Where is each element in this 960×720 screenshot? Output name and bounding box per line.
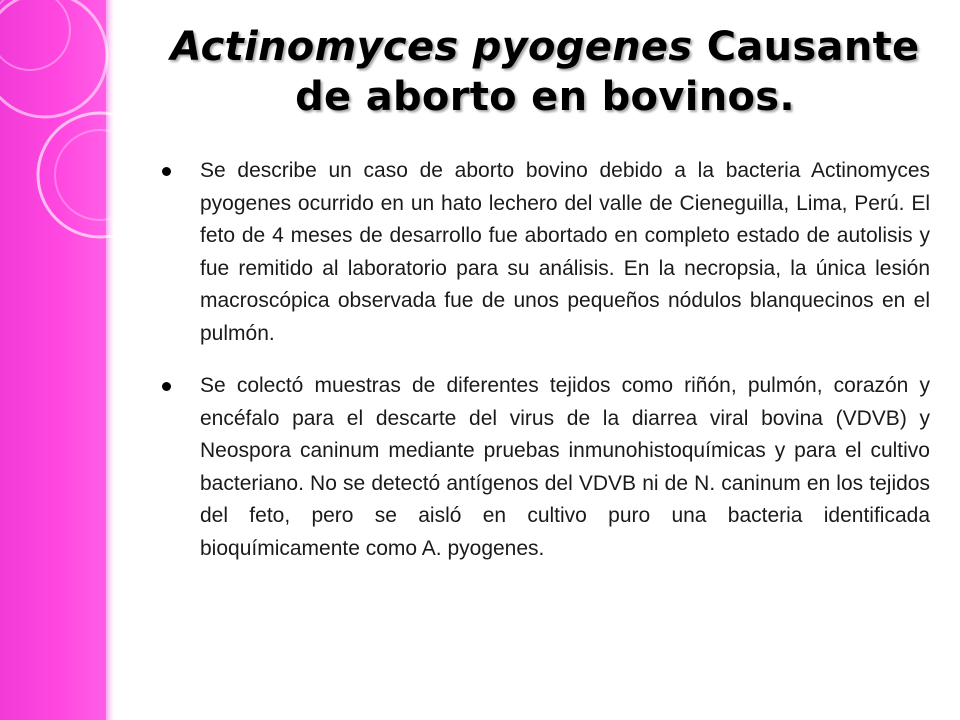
bullet-list bbox=[160, 155, 930, 585]
deco-circle-large bbox=[0, 0, 107, 117]
bullet-item-2 bbox=[160, 370, 930, 565]
slide-title bbox=[150, 22, 940, 122]
deco-circle-inner bbox=[55, 130, 145, 220]
title-organism: Actinomyces pyogenes bbox=[170, 24, 693, 70]
title-rest: Causante de aborto en bovinos. bbox=[295, 24, 920, 120]
bullet-dot-icon bbox=[162, 167, 171, 176]
bullet-item-1 bbox=[160, 155, 930, 350]
deco-circle-small bbox=[0, 0, 70, 70]
deco-circle-mid bbox=[38, 113, 162, 237]
bullet-text-1: Se describe un caso de aborto bovino debido a la bacteria Actinomyces pyogenes ocurrido en un hato lechero del valle de Cieneguilla, Lima, Perú. El feto de 4 meses de desarrollo fue abortado en completo estado de autolisis y fue remitido al laboratorio para su análisis. En la necropsia, la única lesión macroscópica observada fue de unos pequeños nódulos blanquecinos en el pulmón. bbox=[200, 159, 930, 345]
bullet-dot-icon bbox=[162, 382, 171, 391]
bullet-text-2: Se colectó muestras de diferentes tejidos como riñón, pulmón, corazón y encéfalo para el descarte del virus de la diarrea viral bovina (VDVB) y Neospora caninum mediante pruebas inmunohistoquímicas y para el cultivo bacteriano. No se detectó antígenos del VDVB ni de N. caninum en los tejidos del feto, pero se aisló en cultivo puro una bacteria identificada bioquímicamente como A. pyogenes. bbox=[200, 374, 930, 560]
